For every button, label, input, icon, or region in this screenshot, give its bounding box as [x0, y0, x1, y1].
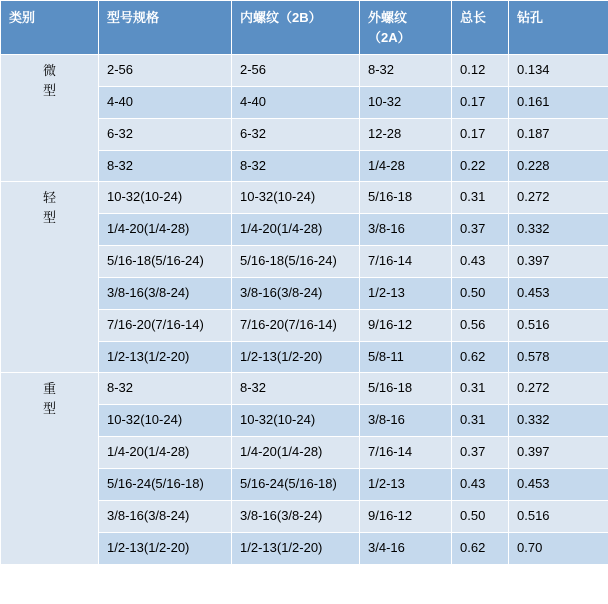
cell-external-thread: 1/2-13 — [360, 468, 452, 500]
cell-external-thread: 8-32 — [360, 55, 452, 87]
cell-drill-hole: 0.397 — [509, 437, 608, 469]
cell-model-spec: 8-32 — [99, 150, 232, 182]
cell-internal-thread: 5/16-18(5/16-24) — [232, 246, 360, 278]
cell-total-length: 0.17 — [452, 86, 509, 118]
cell-total-length: 0.62 — [452, 532, 509, 564]
cell-internal-thread: 5/16-24(5/16-18) — [232, 468, 360, 500]
cell-drill-hole: 0.272 — [509, 182, 608, 214]
cell-drill-hole: 0.228 — [509, 150, 608, 182]
cell-drill-hole: 0.332 — [509, 405, 608, 437]
column-header-external-thread: 外螺纹（2A） — [360, 1, 452, 55]
cell-total-length: 0.12 — [452, 55, 509, 87]
category-label: 重型 — [42, 381, 56, 416]
cell-external-thread: 9/16-12 — [360, 500, 452, 532]
cell-drill-hole: 0.453 — [509, 468, 608, 500]
cell-total-length: 0.17 — [452, 118, 509, 150]
cell-external-thread: 3/4-16 — [360, 532, 452, 564]
cell-drill-hole: 0.516 — [509, 500, 608, 532]
cell-model-spec: 8-32 — [99, 373, 232, 405]
table-header — [1, 1, 608, 55]
cell-drill-hole: 0.516 — [509, 309, 608, 341]
cell-internal-thread: 3/8-16(3/8-24) — [232, 500, 360, 532]
cell-internal-thread: 10-32(10-24) — [232, 182, 360, 214]
cell-drill-hole: 0.134 — [509, 55, 608, 87]
cell-model-spec: 5/16-24(5/16-18) — [99, 468, 232, 500]
cell-total-length: 0.50 — [452, 500, 509, 532]
cell-model-spec: 10-32(10-24) — [99, 182, 232, 214]
cell-drill-hole: 0.332 — [509, 214, 608, 246]
cell-total-length: 0.37 — [452, 437, 509, 469]
cell-internal-thread: 1/2-13(1/2-20) — [232, 341, 360, 373]
cell-external-thread: 5/8-11 — [360, 341, 452, 373]
table-header-row — [1, 1, 608, 55]
cell-drill-hole: 0.453 — [509, 277, 608, 309]
cell-model-spec: 5/16-18(5/16-24) — [99, 246, 232, 278]
cell-model-spec: 1/2-13(1/2-20) — [99, 532, 232, 564]
cell-drill-hole: 0.272 — [509, 373, 608, 405]
category-cell — [1, 373, 99, 564]
category-cell — [1, 182, 99, 373]
cell-total-length: 0.31 — [452, 373, 509, 405]
column-header-category: 类别 — [1, 1, 99, 55]
category-label: 微型 — [42, 63, 56, 98]
table-row — [1, 55, 608, 87]
column-header-total-length: 总长 — [452, 1, 509, 55]
cell-total-length: 0.43 — [452, 468, 509, 500]
cell-external-thread: 1/4-28 — [360, 150, 452, 182]
cell-drill-hole: 0.187 — [509, 118, 608, 150]
cell-external-thread: 1/2-13 — [360, 277, 452, 309]
cell-total-length: 0.31 — [452, 405, 509, 437]
cell-model-spec: 2-56 — [99, 55, 232, 87]
cell-internal-thread: 1/2-13(1/2-20) — [232, 532, 360, 564]
cell-internal-thread: 10-32(10-24) — [232, 405, 360, 437]
cell-internal-thread: 2-56 — [232, 55, 360, 87]
column-header-model-spec: 型号规格 — [99, 1, 232, 55]
cell-internal-thread: 8-32 — [232, 373, 360, 405]
category-label: 轻型 — [42, 190, 56, 225]
category-cell — [1, 55, 99, 182]
column-header-drill-hole: 钻孔 — [509, 1, 608, 55]
cell-external-thread: 3/8-16 — [360, 405, 452, 437]
cell-internal-thread: 6-32 — [232, 118, 360, 150]
cell-model-spec: 6-32 — [99, 118, 232, 150]
cell-external-thread: 7/16-14 — [360, 437, 452, 469]
cell-external-thread: 5/16-18 — [360, 373, 452, 405]
cell-model-spec: 7/16-20(7/16-14) — [99, 309, 232, 341]
table-body — [1, 55, 608, 565]
cell-total-length: 0.56 — [452, 309, 509, 341]
cell-external-thread: 5/16-18 — [360, 182, 452, 214]
table-row — [1, 182, 608, 214]
cell-model-spec: 4-40 — [99, 86, 232, 118]
cell-total-length: 0.43 — [452, 246, 509, 278]
cell-external-thread: 3/8-16 — [360, 214, 452, 246]
cell-drill-hole: 0.161 — [509, 86, 608, 118]
cell-internal-thread: 7/16-20(7/16-14) — [232, 309, 360, 341]
cell-drill-hole: 0.70 — [509, 532, 608, 564]
cell-model-spec: 1/4-20(1/4-28) — [99, 437, 232, 469]
cell-external-thread: 9/16-12 — [360, 309, 452, 341]
cell-internal-thread: 1/4-20(1/4-28) — [232, 437, 360, 469]
cell-model-spec: 3/8-16(3/8-24) — [99, 500, 232, 532]
cell-drill-hole: 0.397 — [509, 246, 608, 278]
cell-external-thread: 12-28 — [360, 118, 452, 150]
cell-total-length: 0.22 — [452, 150, 509, 182]
cell-internal-thread: 3/8-16(3/8-24) — [232, 277, 360, 309]
cell-total-length: 0.62 — [452, 341, 509, 373]
cell-model-spec: 1/4-20(1/4-28) — [99, 214, 232, 246]
cell-external-thread: 7/16-14 — [360, 246, 452, 278]
cell-external-thread: 10-32 — [360, 86, 452, 118]
table-row — [1, 373, 608, 405]
cell-internal-thread: 8-32 — [232, 150, 360, 182]
cell-total-length: 0.31 — [452, 182, 509, 214]
cell-internal-thread: 1/4-20(1/4-28) — [232, 214, 360, 246]
cell-total-length: 0.37 — [452, 214, 509, 246]
cell-model-spec: 1/2-13(1/2-20) — [99, 341, 232, 373]
cell-internal-thread: 4-40 — [232, 86, 360, 118]
cell-model-spec: 10-32(10-24) — [99, 405, 232, 437]
cell-total-length: 0.50 — [452, 277, 509, 309]
cell-model-spec: 3/8-16(3/8-24) — [99, 277, 232, 309]
cell-drill-hole: 0.578 — [509, 341, 608, 373]
column-header-internal-thread: 内螺纹（2B） — [232, 1, 360, 55]
